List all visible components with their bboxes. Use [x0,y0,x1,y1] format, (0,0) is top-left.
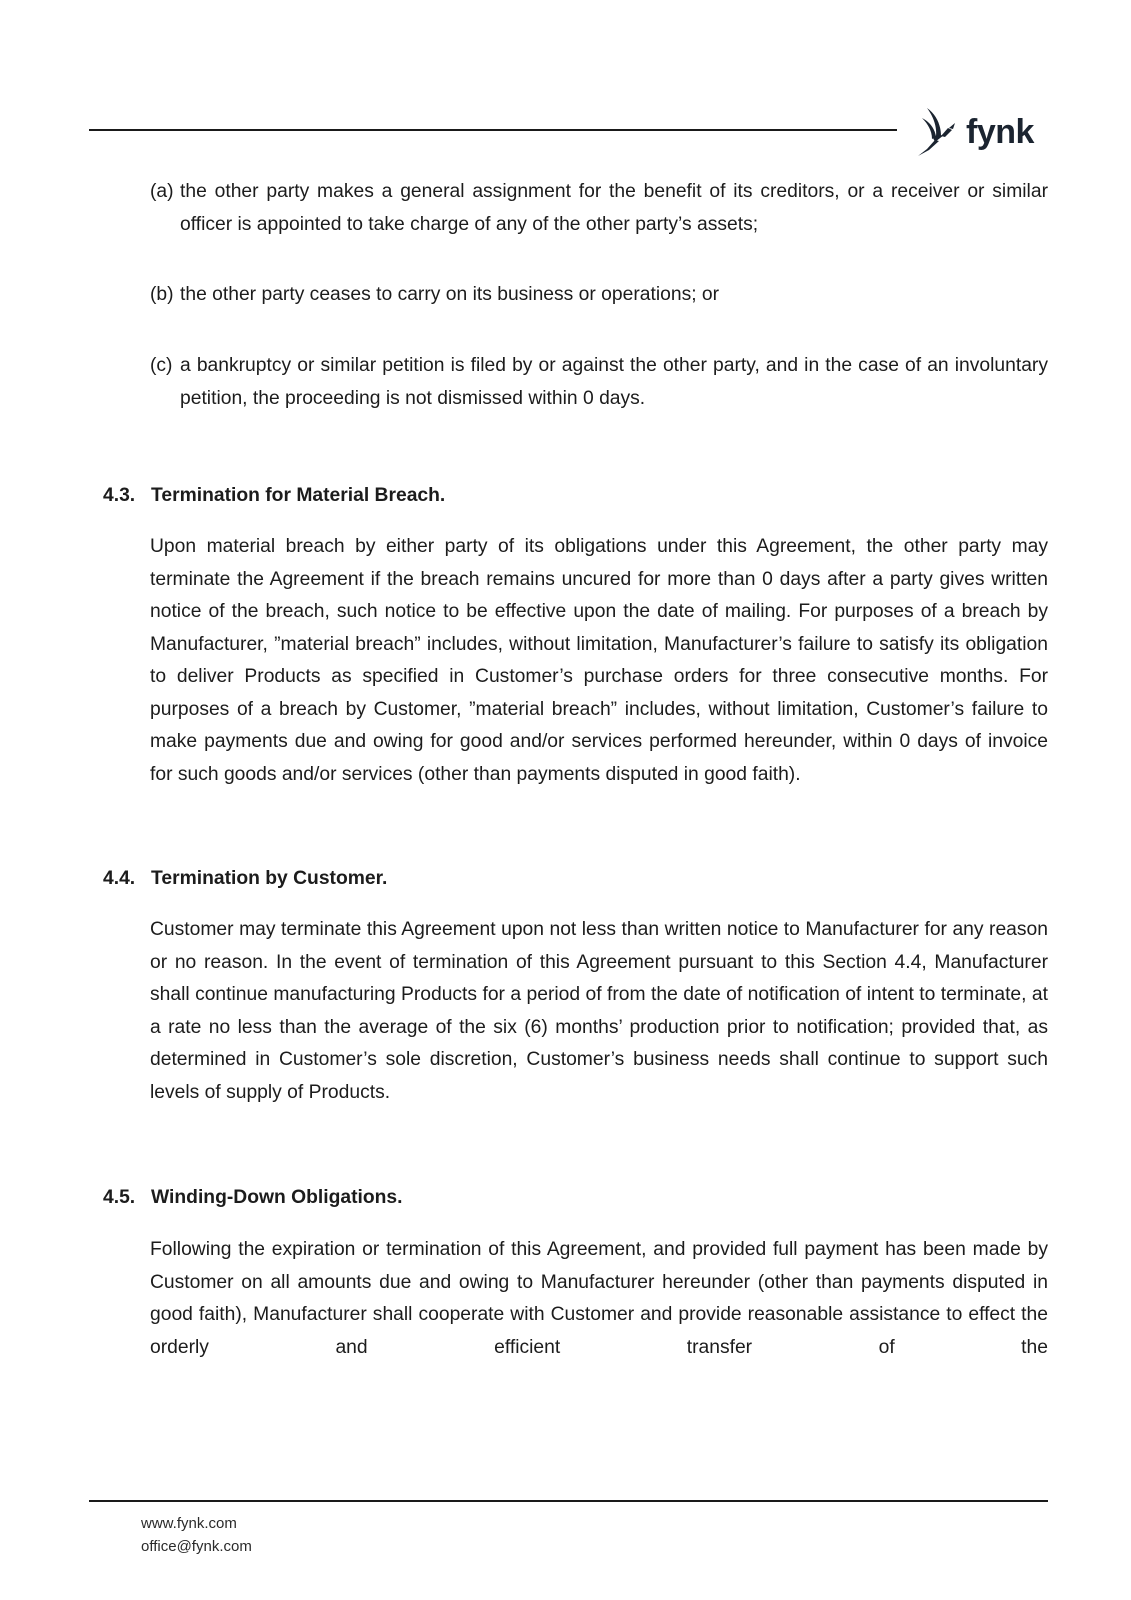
section-title: Termination by Customer. [151,868,388,889]
section-heading [103,865,387,893]
footer-email[interactable]: office@fynk.com [141,1538,252,1555]
section-number: 4.5. [103,1187,136,1208]
list-marker: (c) [150,355,173,376]
brand-name: fynk [966,113,1034,151]
list-item-text: the other party makes a general assignment for the benefit of its creditors, or a receiver or similar officer is appointed to take charge of any of the other party’s assets; [180,181,1048,235]
brand-logo [918,104,1034,160]
section-heading [103,482,445,510]
list-marker: (a) [150,181,174,202]
section-paragraph: Customer may terminate this Agreement upon not less than written notice to Manufacturer for any reason or no reason. In the event of termination of this Agreement pursuant to this Section 4.4, Manufacturer shall continue manufacturing Products for a period of from the date of notification of intent to terminate, at a rate no less than the average of the six (6) months’ production prior to notification; provided that, as determined in Customer’s sole discretion, Customer’s business needs shall continue to support such levels of supply of Products. [150,919,1048,1103]
section-number: 4.3. [103,485,136,506]
list-item-text: a bankruptcy or similar petition is filed by or against the other party, and in the case of an involuntary petition, the proceeding is not dismissed within 0 days. [180,355,1048,409]
fynk-bird-logo-icon [918,106,960,158]
section-title: Termination for Material Breach. [151,485,446,506]
footer-website[interactable]: www.fynk.com [141,1515,237,1532]
list-item [150,176,1048,241]
list-item [150,279,1048,312]
section-paragraph: Following the expiration or termination of this Agreement, and provided full payment has been made by Customer on all amounts due and owing to Manufacturer hereunder (other than payments disputed in good faith), Manufacturer shall cooperate with Customer and provide reasonable assistance to effect the orderly and efficient transfer of the [150,1239,1048,1358]
section-number: 4.4. [103,868,136,889]
section-paragraph: Upon material breach by either party of its obligations under this Agreement, the other party may terminate the Agreement if the breach remains uncured for more than 0 days after a party gives written notice of the breach, such notice to be effective upon the date of mailing. For purposes of a breach by Manufacturer, ”material breach” includes, without limitation, Manufacturer’s failure to satisfy its obligation to deliver Products as specified in Customer’s purchase orders for three consecutive months. For purposes of a breach by Customer, ”material breach” includes, without limitation, Customer’s failure to make payments due and owing for good and/or services performed hereunder, within 0 days of invoice for such goods and/or services (other than payments disputed in good faith). [150,536,1048,785]
header-divider [89,129,897,131]
section-title: Winding-Down Obligations. [151,1187,403,1208]
list-item-text: the other party ceases to carry on its business or operations; or [180,284,720,305]
list-marker: (b) [150,284,174,305]
list-item [150,350,1048,415]
footer-divider [89,1500,1048,1502]
section-heading [103,1184,403,1212]
